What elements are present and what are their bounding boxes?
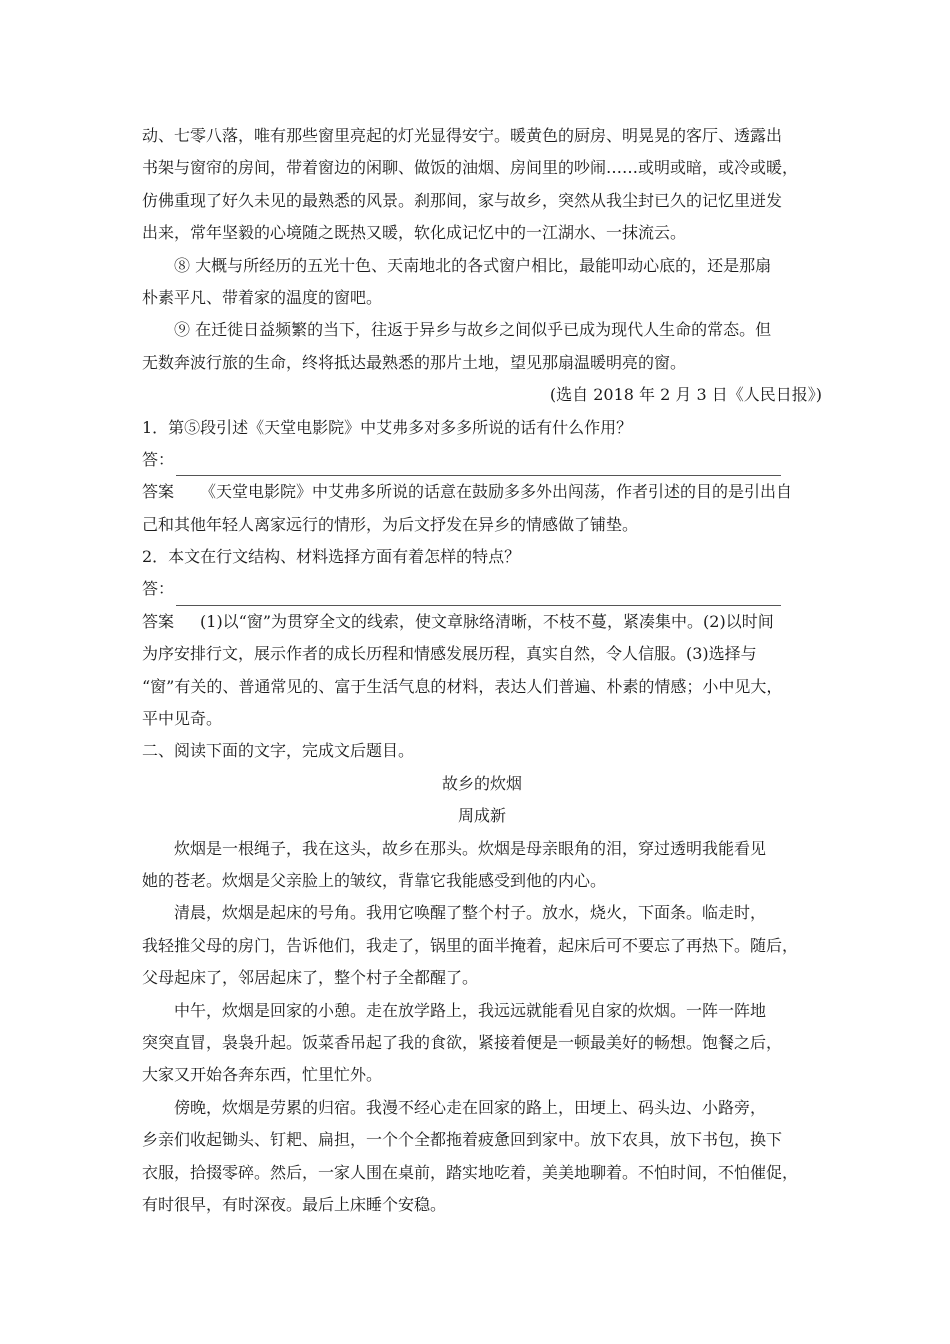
answer-line: (1)以“窗”为贯穿全文的线索，使文章脉络清晰，不枝不蔓，紧凑集中。(2)以时间 xyxy=(200,611,774,631)
document-page xyxy=(142,120,822,1221)
answer-text xyxy=(142,606,822,638)
question-text: 2．本文在行文结构、材料选择方面有着怎样的特点？ xyxy=(142,547,521,567)
section-heading: 二、阅读下面的文字，完成文后题目。 xyxy=(142,741,415,761)
text-line: 衣服，拾掇零碎。然后，一家人围在桌前，踏实地吃着，美美地聊着。不怕时间，不怕催促， xyxy=(142,1162,799,1182)
text-line: 朴素平凡、带着家的温度的窗吧。 xyxy=(142,287,383,307)
answer-field[interactable] xyxy=(142,444,822,476)
previous-paragraph xyxy=(142,120,822,250)
article-title: 故乡的炊烟 xyxy=(441,773,522,793)
answer-line: “窗”有关的、普通常见的、富于生活气息的材料，表达人们普遍、朴素的情感；小中见大， xyxy=(142,676,783,696)
article-paragraph-4 xyxy=(142,1092,822,1222)
text-line: 傍晚，炊烟是劳累的归宿。我漫不经心走在回家的路上，田埂上、码头边、小路旁， xyxy=(174,1097,767,1117)
text-line: 炊烟是一根绳子，我在这头，故乡在那头。炊烟是母亲眼角的泪，穿过透明我能看见 xyxy=(174,838,767,858)
text-line: 我轻推父母的房门，告诉他们，我走了，锅里的面半掩着，起床后可不要忘了再热下。随后， xyxy=(142,935,799,955)
text-line: 乡亲们收起锄头、钉耙、扁担，一个个全都拖着疲惫回到家中。放下农具，放下书包，换下 xyxy=(142,1130,783,1150)
text-line: 突突直冒，袅袅升起。饭菜香吊起了我的食欲，紧接着便是一顿最美好的畅想。饱餐之后， xyxy=(142,1032,783,1052)
answer-line: 平中见奇。 xyxy=(142,709,223,729)
answer-text xyxy=(142,476,822,508)
answer-blank-line[interactable] xyxy=(176,453,781,476)
text-line: 清晨，炊烟是起床的号角。我用它唤醒了整个村子。放水，烧火，下面条。临走时， xyxy=(174,903,767,923)
text-line: ⑧ 大概与所经历的五光十色、天南地北的各式窗户相比，最能叩动心底的，还是那扇 xyxy=(174,255,772,275)
answer-label: 答案 xyxy=(142,611,175,631)
answer-line: 为序安排行文，展示作者的成长历程和情感发展历程，真实自然，令人信服。(3)选择与 xyxy=(142,644,757,664)
question-1 xyxy=(142,412,822,542)
paragraph-9 xyxy=(142,314,822,379)
text-line: 出来，常年坚毅的心境随之既热又暖，软化成记忆中的一江湖水、一抹流云。 xyxy=(142,223,687,243)
article-paragraph-1 xyxy=(142,833,822,898)
text-line: 动、七零八落，唯有那些窗里亮起的灯光显得安宁。暖黄色的厨房、明晃晃的客厅、透露出 xyxy=(142,126,783,145)
text-line: 有时很早，有时深夜。最后上床睡个安稳。 xyxy=(142,1194,447,1214)
question-text: 1．第⑤段引述《天堂电影院》中艾弗多对多多所说的话有什么作用？ xyxy=(142,417,633,437)
text-line: 父母起床了，邻居起床了，整个村子全都醒了。 xyxy=(142,968,479,988)
question-2 xyxy=(142,541,822,735)
answer-line: 《天堂电影院》中艾弗多所说的话意在鼓励多多外出闯荡，作者引述的目的是引出自 xyxy=(200,482,793,502)
source-citation: (选自 2018 年 2 月 3 日《人民日报》) xyxy=(549,385,822,405)
text-line: 仿佛重现了好久未见的最熟悉的风景。刹那间，家与故乡，突然从我尘封已久的记忆里迸发 xyxy=(142,190,783,210)
text-line: 大家又开始各奔东西，忙里忙外。 xyxy=(142,1065,383,1085)
answer-blank-line[interactable] xyxy=(176,583,781,606)
text-line: 无数奔波行旅的生命，终将抵达最熟悉的那片土地，望见那扇温暖明亮的窗。 xyxy=(142,352,687,372)
text-line: 书架与窗帘的房间，带着窗边的闲聊、做饭的油烟、房间里的吵闹……或明或暗，或冷或暖， xyxy=(142,158,799,178)
text-line: 中午，炊烟是回家的小憩。走在放学路上，我远远就能看见自家的炊烟。一阵一阵地 xyxy=(174,1000,767,1020)
paragraph-8 xyxy=(142,250,822,315)
answer-field[interactable] xyxy=(142,573,822,605)
answer-label: 答案 xyxy=(142,482,175,502)
answer-prompt: 答： xyxy=(142,449,175,469)
text-line: ⑨ 在迁徙日益频繁的当下，往返于异乡与故乡之间似乎已成为现代人生命的常态。但 xyxy=(174,320,772,340)
answer-line: 己和其他年轻人离家远行的情形，为后文抒发在异乡的情感做了铺垫。 xyxy=(142,514,639,534)
article-paragraph-3 xyxy=(142,995,822,1092)
article-author: 周成新 xyxy=(457,806,506,826)
article-paragraph-2 xyxy=(142,897,822,994)
text-line: 她的苍老。炊烟是父亲脸上的皱纹，背靠它我能感受到他的内心。 xyxy=(142,870,607,890)
answer-prompt: 答： xyxy=(142,579,175,599)
